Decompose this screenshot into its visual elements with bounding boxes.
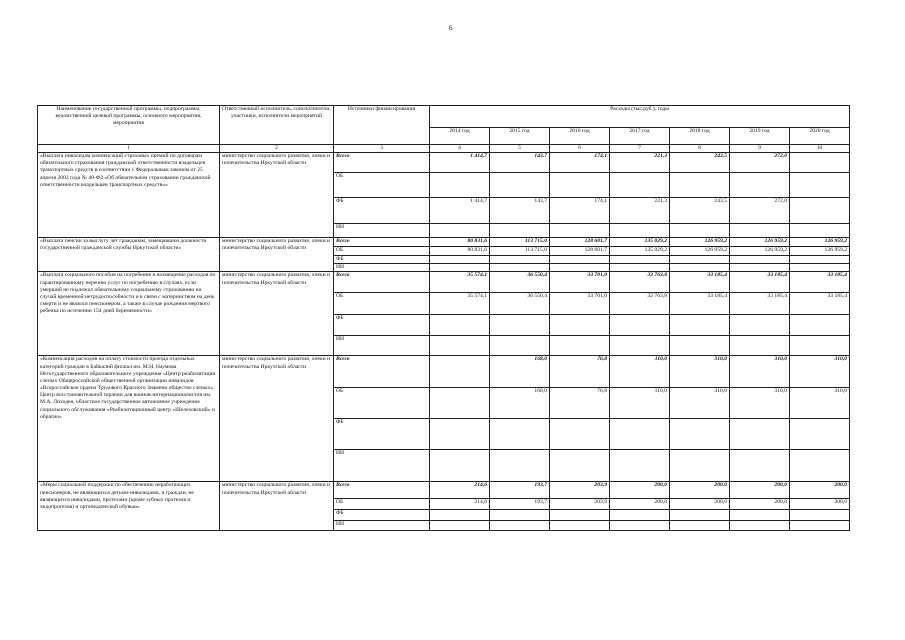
funding-source: ИИ	[334, 224, 430, 238]
expense-value: 33 185,4	[670, 272, 730, 293]
expense-value: 32 763,8	[610, 272, 670, 293]
responsible-executor: министерство социального развития, опеки и попечительства Иркутской области	[220, 482, 334, 531]
expense-value	[610, 224, 670, 238]
expense-value: 126 959,2	[730, 238, 790, 247]
expense-value: 33 185,4	[790, 272, 850, 293]
expense-value	[490, 264, 550, 272]
expense-value	[730, 264, 790, 272]
expense-value	[790, 336, 850, 356]
expense-value: 203,9	[550, 499, 610, 510]
expense-value	[430, 224, 490, 238]
expense-value: 32 763,8	[610, 293, 670, 315]
expense-value: 126 959,2	[670, 238, 730, 247]
funding-source: Всего	[334, 482, 430, 499]
expense-value: 200,0	[610, 499, 670, 510]
expense-value	[490, 510, 550, 521]
expense-value	[790, 419, 850, 450]
column-number: 3	[334, 145, 430, 153]
expense-value: 193,7	[490, 499, 550, 510]
expense-value	[610, 450, 670, 482]
expense-value: 36 550,4	[490, 293, 550, 315]
funding-source: ФБ	[334, 510, 430, 521]
column-number: 10	[790, 145, 850, 153]
header-year: 2018 год	[670, 128, 730, 145]
expense-value	[610, 315, 670, 336]
expense-value: 221,3	[610, 198, 670, 224]
expense-value: 35 574,1	[430, 293, 490, 315]
expense-value	[610, 336, 670, 356]
expense-value	[490, 521, 550, 531]
header-year: 2016 год	[550, 128, 610, 145]
expense-value: 310,0	[730, 388, 790, 419]
expense-value: 76,8	[550, 388, 610, 419]
expense-value	[550, 224, 610, 238]
expense-value	[670, 224, 730, 238]
expense-value: 35 574,1	[430, 272, 490, 293]
expense-value: 200,0	[610, 482, 670, 499]
expense-value: 33 185,4	[670, 293, 730, 315]
expense-value: 1 414,7	[430, 153, 490, 173]
expense-value: 80 831,6	[430, 247, 490, 256]
expense-value	[730, 173, 790, 198]
expense-value: 80 831,6	[430, 238, 490, 247]
expense-value	[550, 521, 610, 531]
column-number: 2	[220, 145, 334, 153]
expense-value: 126 959,2	[670, 247, 730, 256]
header-source: Источники финансирования	[334, 106, 430, 145]
responsible-executor: министерство социального развития, опеки и попечительства Иркутской области	[220, 238, 334, 272]
expense-value	[490, 450, 550, 482]
funding-source: ОБ	[334, 173, 430, 198]
expense-value	[430, 336, 490, 356]
expense-value	[790, 315, 850, 336]
responsible-executor: министерство социального развития, опеки и попечительства Иркутской области	[220, 153, 334, 238]
column-number: 8	[670, 145, 730, 153]
funding-source: ФБ	[334, 256, 430, 264]
expense-value	[550, 264, 610, 272]
expense-value	[670, 336, 730, 356]
expense-value	[490, 419, 550, 450]
expense-value: 310,0	[670, 388, 730, 419]
expense-value	[730, 336, 790, 356]
expense-value: 193,7	[490, 482, 550, 499]
expense-value	[550, 450, 610, 482]
expense-value	[430, 521, 490, 531]
funding-source: Всего	[334, 153, 430, 173]
expense-value: 33 185,4	[730, 272, 790, 293]
expense-value	[790, 521, 850, 531]
expense-value	[730, 256, 790, 264]
expense-value: 168,0	[490, 356, 550, 388]
expense-value: 200,0	[790, 482, 850, 499]
expense-value	[790, 153, 850, 173]
header-year: 2017 год	[610, 128, 670, 145]
expense-value: 113 715,0	[490, 238, 550, 247]
responsible-executor: министерство социального развития, опеки и попечительства Иркутской области	[220, 356, 334, 482]
expense-value: 272,0	[730, 198, 790, 224]
expense-value	[730, 450, 790, 482]
expense-value	[670, 264, 730, 272]
expense-value	[670, 510, 730, 521]
expense-value: 110,0	[610, 356, 670, 388]
expense-value	[430, 173, 490, 198]
expense-value: 128 601,7	[550, 247, 610, 256]
funding-source: Всего	[334, 238, 430, 247]
expense-value	[670, 315, 730, 336]
funding-source: ИИ	[334, 450, 430, 482]
expense-value: 126 959,2	[790, 238, 850, 247]
expense-value	[430, 388, 490, 419]
expense-value: 310,0	[730, 356, 790, 388]
expense-value	[670, 450, 730, 482]
expense-value: 128 601,7	[550, 238, 610, 247]
header-year: 2020 год	[790, 128, 850, 145]
expense-value	[790, 173, 850, 198]
expense-value: 200,0	[670, 499, 730, 510]
expense-value	[610, 256, 670, 264]
expense-value	[730, 315, 790, 336]
column-number: 5	[490, 145, 550, 153]
expense-value	[790, 256, 850, 264]
funding-source: ИИ	[334, 264, 430, 272]
column-numbers-row	[38, 145, 850, 153]
expense-value	[790, 510, 850, 521]
expense-value	[550, 256, 610, 264]
expense-value: 33 185,4	[790, 293, 850, 315]
activity-name: «Выплата социального пособия на погребение и возмещение расходов по гарантированному перечню услуг по погребению в случаях, если умерший не подлежал обязательному социальному страхованию на случай временной нетрудоспособности и в связи с материнством на день смерти и не являлся пенсионером, а также в случае рождения мертвого ребенка по истечении 154 дней беременности»	[38, 272, 220, 356]
expense-value: 135 029,2	[610, 247, 670, 256]
column-number: 4	[430, 145, 490, 153]
table-row	[38, 238, 850, 247]
table-row	[38, 356, 850, 388]
expense-value	[430, 450, 490, 482]
expense-value: 33 701,0	[550, 293, 610, 315]
expense-value	[490, 256, 550, 264]
header-year: 2015 год	[490, 128, 550, 145]
expense-value: 33 185,4	[730, 293, 790, 315]
expenses-table	[37, 105, 850, 531]
expense-value: 143,7	[490, 198, 550, 224]
funding-source: ОБ	[334, 499, 430, 510]
expense-value: 310,0	[790, 388, 850, 419]
expense-value	[430, 315, 490, 336]
expense-value: 33 701,0	[550, 272, 610, 293]
expense-value	[730, 521, 790, 531]
expense-value	[730, 510, 790, 521]
expense-value	[550, 419, 610, 450]
expense-value	[430, 419, 490, 450]
funding-source: ИИ	[334, 521, 430, 531]
expense-value	[550, 510, 610, 521]
activity-name: «Выплата пенсии за выслугу лет гражданам, замещавшим должности государственной гражданской службы Иркутской области»	[38, 238, 220, 272]
activity-name: «Выплата инвалидам компенсаций страховых премий по договорам обязательного страхования гражданской ответственности владельцев транспортных средств в соответствии с Федеральным законом от 25 апреля 2002 года № 40-ФЗ «Об обязательном страховании гражданской ответственности владельцев транспортных средств»»	[38, 153, 220, 238]
expense-value	[790, 198, 850, 224]
expense-value: 143,7	[490, 153, 550, 173]
expense-value: 203,9	[550, 482, 610, 499]
expense-value	[610, 264, 670, 272]
funding-source: ФБ	[334, 198, 430, 224]
expense-value	[610, 419, 670, 450]
header-expenses: Расходы (тыс.руб.), годы	[430, 106, 850, 128]
expense-value	[790, 264, 850, 272]
expense-value: 221,3	[610, 153, 670, 173]
header-row	[38, 106, 850, 128]
activity-name: «Меры социальной поддержки по обеспечению неработающих пенсионеров, не являющихся детьми-инвалидами, и граждан, не являющихся инвалидами, протезами (кроме зубных протезов и эндопротезов) и ортопедической обувью»	[38, 482, 220, 531]
expense-value	[430, 356, 490, 388]
expense-value: 243,5	[670, 198, 730, 224]
expense-value: 200,0	[790, 499, 850, 510]
expense-value	[670, 173, 730, 198]
expense-value	[550, 173, 610, 198]
table-row	[38, 272, 850, 293]
expense-value	[670, 256, 730, 264]
expense-value	[730, 419, 790, 450]
funding-source: ОБ	[334, 247, 430, 256]
funding-source: ФБ	[334, 315, 430, 336]
expense-value	[550, 336, 610, 356]
expense-value	[430, 256, 490, 264]
table-row	[38, 482, 850, 499]
column-number: 6	[550, 145, 610, 153]
header-program: Наименование государственной программы, подпрограммы, ведомственной целевой программы, основного мероприятия, мероприятия	[38, 106, 220, 145]
expense-value: 126 959,2	[790, 247, 850, 256]
header-year: 2019 год	[730, 128, 790, 145]
funding-source: Всего	[334, 272, 430, 293]
column-number: 1	[38, 145, 220, 153]
expense-value	[490, 315, 550, 336]
expense-value	[610, 510, 670, 521]
header-responsible: Ответственный исполнитель, соисполнители, участники, исполнители мероприятий	[220, 106, 334, 145]
expense-value	[430, 264, 490, 272]
expense-value: 200,0	[730, 482, 790, 499]
expense-value: 174,1	[550, 153, 610, 173]
expense-value: 214,6	[430, 499, 490, 510]
expense-value	[430, 510, 490, 521]
expense-value: 200,0	[730, 499, 790, 510]
expense-value: 76,8	[550, 356, 610, 388]
expense-value: 135 029,2	[610, 238, 670, 247]
funding-source: ИИ	[334, 336, 430, 356]
expense-value: 168,0	[490, 388, 550, 419]
expense-value: 1 414,7	[430, 198, 490, 224]
expense-value	[490, 336, 550, 356]
expense-value: 214,6	[430, 482, 490, 499]
funding-source: ФБ	[334, 419, 430, 450]
responsible-executor: министерство социального развития, опеки и попечительства Иркутской области	[220, 272, 334, 356]
expense-value	[490, 173, 550, 198]
expense-value: 110,0	[610, 388, 670, 419]
expense-value	[790, 450, 850, 482]
expense-value	[670, 419, 730, 450]
funding-source: Всего	[334, 356, 430, 388]
expense-value	[550, 315, 610, 336]
page-number: 6	[449, 24, 453, 32]
expense-value: 310,0	[670, 356, 730, 388]
funding-source: ОБ	[334, 293, 430, 315]
expense-value: 272,0	[730, 153, 790, 173]
expense-value	[790, 224, 850, 238]
expense-value: 126 959,2	[730, 247, 790, 256]
expense-value: 174,1	[550, 198, 610, 224]
column-number: 7	[610, 145, 670, 153]
expense-value: 200,0	[670, 482, 730, 499]
activity-name: «Компенсация расходов на оплату стоимости проезда отдельных категорий граждан в Байкалий филиал им. М.Н. Наумова Негосударственного образовательного учреждения «Центр реабилитации слепых Общероссийской общественной организации инвалидов «Всероссийское ордена Трудового Красного Знамени общество слепых». Центр восстановительной терапии для воинов-интернационалистов им. М.А. Лиходея, областное государственное автономное учреждение социального обслуживания «Реабилитационный центр «Шелеховский» и обратно»	[38, 356, 220, 482]
expense-value: 113 715,0	[490, 247, 550, 256]
expense-value	[730, 224, 790, 238]
expense-value	[610, 521, 670, 531]
expense-value: 310,0	[790, 356, 850, 388]
expense-value	[490, 224, 550, 238]
table-row	[38, 153, 850, 173]
expense-value	[670, 521, 730, 531]
header-year: 2014 год	[430, 128, 490, 145]
expense-value	[610, 173, 670, 198]
expense-value: 243,5	[670, 153, 730, 173]
expense-value: 36 550,4	[490, 272, 550, 293]
column-number: 9	[730, 145, 790, 153]
funding-source: ОБ	[334, 388, 430, 419]
